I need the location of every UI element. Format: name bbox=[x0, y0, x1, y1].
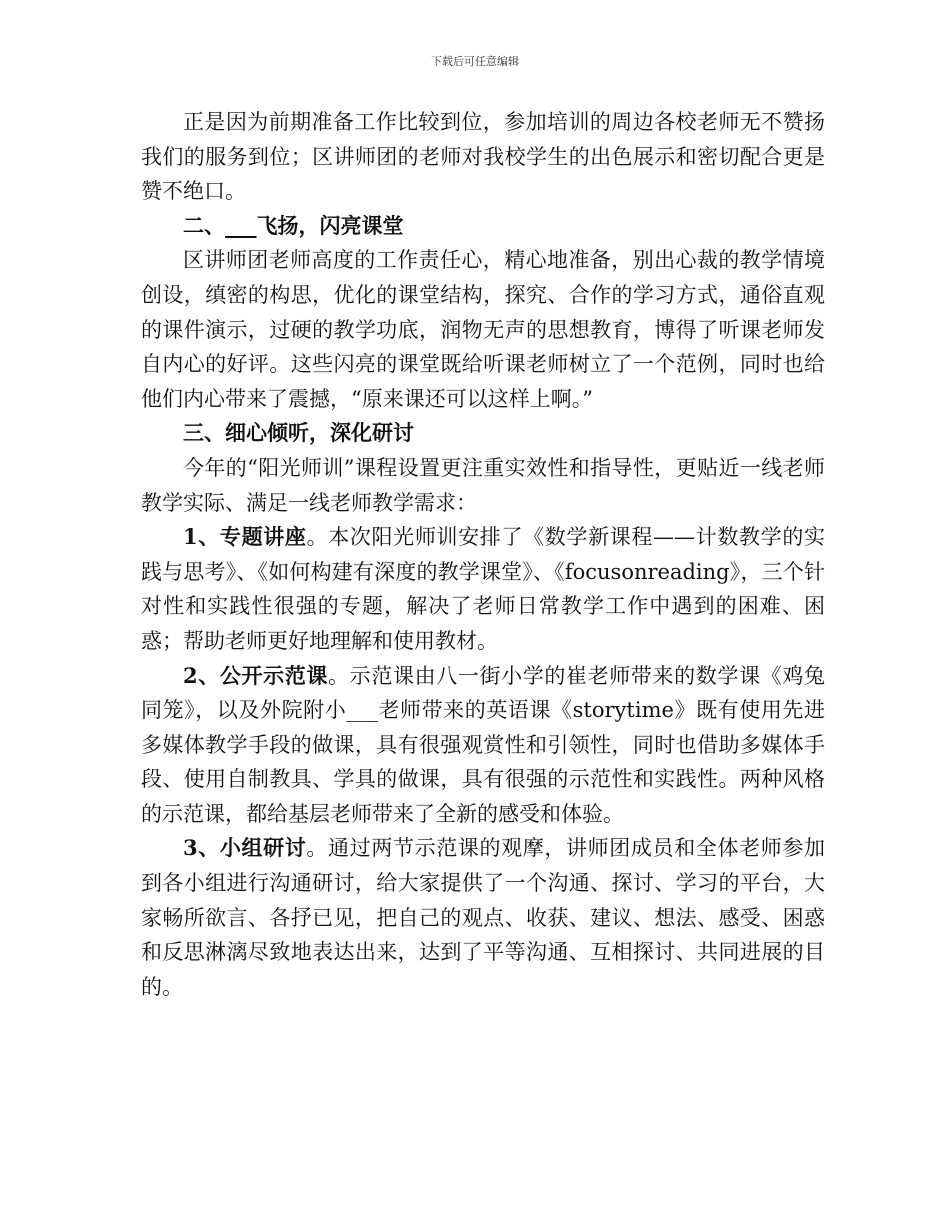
page-header: 下载后可任意编辑 bbox=[431, 55, 519, 68]
paragraph-3: 今年的“阳光师训”课程设置更注重实效性和指导性，更贴近一线老师教学实际、满足一线老师教学需求： bbox=[141, 455, 825, 515]
list-item-2-text: 。示范课由八一街小学的崔老师带来的数学课《鸡兔同笼》，以及外院附小___老师带来的英语课《storytime》既有使用先进多媒体教学手段的做课，具有很强观赏性和引领性，同时也借助多媒体手段、使用自制教具、学具的做课，具有很强的示范性和实践性。两种风格的示范课，都给基层老师带来了全新的感受和体验。 bbox=[141, 663, 825, 826]
paragraph-2: 区讲师团老师高度的工作责任心，精心地准备，别出心裁的教学情境创设，缜密的构思，优化的课堂结构，探究、合作的学习方式，通俗直观的课件演示，过硬的教学功底，润物无声的思想教育，博得了听课老师发自内心的好评。这些闪亮的课堂既给听课老师树立了一个范例，同时也给他们内心带来了震撼，“原来课还可以这样上啊。” bbox=[141, 248, 825, 411]
list-item-2-title: 2、公开示范课 bbox=[183, 662, 329, 688]
list-item-2 bbox=[141, 659, 825, 832]
list-item-3-text: 。通过两节示范课的观摩，讲师团成员和全体老师参加到各小组进行沟通研讨，给大家提供了一个沟通、探讨、学习的平台，大家畅所欲言、各抒已见，把自己的观点、收获、建议、想法、感受、困惑和反思淋漓尽致地表达出来，达到了平等沟通、互相探讨、共同进展的目的。 bbox=[141, 836, 825, 999]
document-body bbox=[141, 105, 825, 1004]
list-item-3-title: 3、小组研讨 bbox=[183, 835, 307, 861]
list-item-1 bbox=[141, 520, 825, 658]
list-item-1-title: 1、专题讲座 bbox=[183, 524, 307, 550]
list-item-3 bbox=[141, 831, 825, 1004]
paragraph-1: 正是因为前期准备工作比较到位，参加培训的周边各校老师无不赞扬我们的服务到位；区讲师团的老师对我校学生的出色展示和密切配合更是赞不绝口。 bbox=[141, 110, 825, 204]
section-heading-3: 三、细心倾听，深化研讨 bbox=[183, 420, 414, 446]
section-heading-2: 二、___飞扬，闪亮课堂 bbox=[183, 212, 404, 238]
list-item-1-text: 。本次阳光师训安排了《数学新课程——计数教学的实践与思考》、《如何构建有深度的教学课堂》、《focusonreading》，三个针对性和实践性很强的专题，解决了老师日常教学工作中遇到的困难、困惑；帮助老师更好地理解和使用教材。 bbox=[141, 525, 825, 653]
